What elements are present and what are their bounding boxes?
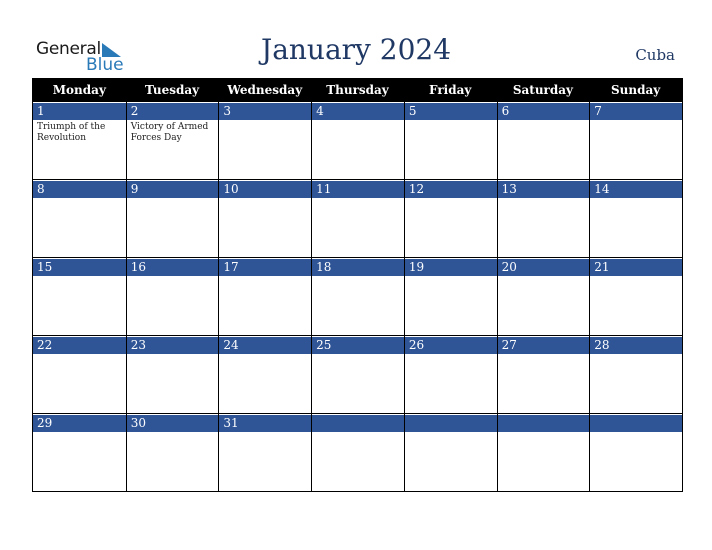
day-number: 9	[127, 181, 219, 198]
day-number: 28	[590, 337, 682, 354]
day-number: 13	[498, 181, 590, 198]
day-cell	[497, 102, 590, 179]
day-cell	[126, 102, 219, 179]
holiday-label	[33, 276, 126, 278]
holiday-label	[127, 354, 219, 356]
day-cell	[33, 102, 126, 179]
calendar-title: January 2024	[260, 33, 452, 66]
holiday-label	[590, 276, 682, 278]
day-number: 3	[219, 103, 311, 120]
day-cell	[497, 414, 590, 491]
day-cell	[126, 414, 219, 491]
weekday-sunday: Sunday	[611, 83, 661, 97]
day-number	[590, 415, 682, 432]
day-number: 17	[219, 259, 311, 276]
country-label: Cuba	[635, 46, 675, 64]
holiday-label	[219, 198, 311, 200]
day-number: 20	[498, 259, 590, 276]
day-cell	[497, 336, 590, 413]
day-number: 5	[405, 103, 497, 120]
day-number: 1	[33, 103, 126, 120]
holiday-label	[33, 432, 126, 434]
calendar-week-row	[33, 414, 682, 492]
day-number: 26	[405, 337, 497, 354]
holiday-label	[405, 276, 497, 278]
day-cell	[497, 180, 590, 257]
holiday-label	[312, 354, 404, 356]
holiday-label	[590, 354, 682, 356]
day-number: 22	[33, 337, 126, 354]
holiday-label	[590, 120, 682, 122]
day-number	[405, 415, 497, 432]
holiday-label	[312, 120, 404, 122]
day-number: 21	[590, 259, 682, 276]
calendar-week-row	[33, 336, 682, 414]
holiday-label	[127, 432, 219, 434]
day-cell	[311, 336, 404, 413]
day-number: 4	[312, 103, 404, 120]
day-cell	[497, 258, 590, 335]
calendar-week-row	[33, 102, 682, 180]
calendar-weeks	[33, 102, 682, 492]
day-number: 27	[498, 337, 590, 354]
day-number: 31	[219, 415, 311, 432]
holiday-label	[312, 198, 404, 200]
day-number: 16	[127, 259, 219, 276]
day-cell	[33, 414, 126, 491]
day-number: 19	[405, 259, 497, 276]
holiday-label	[405, 354, 497, 356]
holiday-label	[498, 276, 590, 278]
day-cell	[589, 336, 682, 413]
day-number: 15	[33, 259, 126, 276]
day-cell	[218, 102, 311, 179]
day-cell	[218, 180, 311, 257]
day-number: 25	[312, 337, 404, 354]
weekday-tuesday: Tuesday	[145, 83, 200, 97]
calendar-grid	[32, 78, 683, 492]
day-number: 8	[33, 181, 126, 198]
day-number: 29	[33, 415, 126, 432]
holiday-label	[405, 120, 497, 122]
holiday-label	[219, 432, 311, 434]
holiday-label	[219, 354, 311, 356]
day-cell	[126, 258, 219, 335]
holiday-label	[498, 432, 590, 434]
day-cell	[404, 180, 497, 257]
holiday-label	[590, 432, 682, 434]
day-cell	[404, 414, 497, 491]
day-cell	[589, 180, 682, 257]
logo-text-general: General	[36, 39, 101, 59]
calendar-week-row	[33, 258, 682, 336]
holiday-label	[498, 198, 590, 200]
holiday-label	[127, 276, 219, 278]
day-cell	[33, 258, 126, 335]
day-cell	[589, 102, 682, 179]
day-number	[312, 415, 404, 432]
holiday-label	[312, 432, 404, 434]
holiday-label	[590, 198, 682, 200]
day-number: 2	[127, 103, 219, 120]
day-cell	[404, 336, 497, 413]
weekday-header	[33, 78, 682, 102]
day-number	[498, 415, 590, 432]
logo-text-blue: Blue	[86, 55, 124, 75]
day-cell	[33, 180, 126, 257]
day-number: 24	[219, 337, 311, 354]
day-number: 7	[590, 103, 682, 120]
day-cell	[311, 102, 404, 179]
day-number: 30	[127, 415, 219, 432]
holiday-label	[33, 354, 126, 356]
holiday-label	[405, 432, 497, 434]
holiday-label	[219, 276, 311, 278]
day-cell	[311, 258, 404, 335]
holiday-label	[219, 120, 311, 122]
holiday-label	[312, 276, 404, 278]
holiday-label	[33, 198, 126, 200]
weekday-saturday: Saturday	[512, 83, 573, 97]
holiday-label	[498, 354, 590, 356]
day-number: 11	[312, 181, 404, 198]
day-number: 23	[127, 337, 219, 354]
day-cell	[33, 336, 126, 413]
weekday-friday: Friday	[429, 83, 472, 97]
weekday-monday: Monday	[52, 83, 106, 97]
day-cell	[311, 180, 404, 257]
day-number: 12	[405, 181, 497, 198]
day-cell	[589, 414, 682, 491]
day-number: 6	[498, 103, 590, 120]
day-cell	[218, 414, 311, 491]
day-number: 14	[590, 181, 682, 198]
holiday-label: Triumph of the Revolution	[37, 122, 106, 143]
calendar-week-row	[33, 180, 682, 258]
day-cell	[589, 258, 682, 335]
day-cell	[126, 180, 219, 257]
day-cell	[404, 258, 497, 335]
day-number: 10	[219, 181, 311, 198]
day-cell	[218, 336, 311, 413]
holiday-label	[127, 198, 219, 200]
holiday-label	[405, 198, 497, 200]
day-number: 18	[312, 259, 404, 276]
day-cell	[126, 336, 219, 413]
holiday-label: Victory of Armed Forces Day	[130, 122, 209, 143]
day-cell	[404, 102, 497, 179]
holiday-label	[498, 120, 590, 122]
day-cell	[218, 258, 311, 335]
weekday-thursday: Thursday	[326, 83, 389, 97]
weekday-wednesday: Wednesday	[227, 83, 303, 97]
day-cell	[311, 414, 404, 491]
